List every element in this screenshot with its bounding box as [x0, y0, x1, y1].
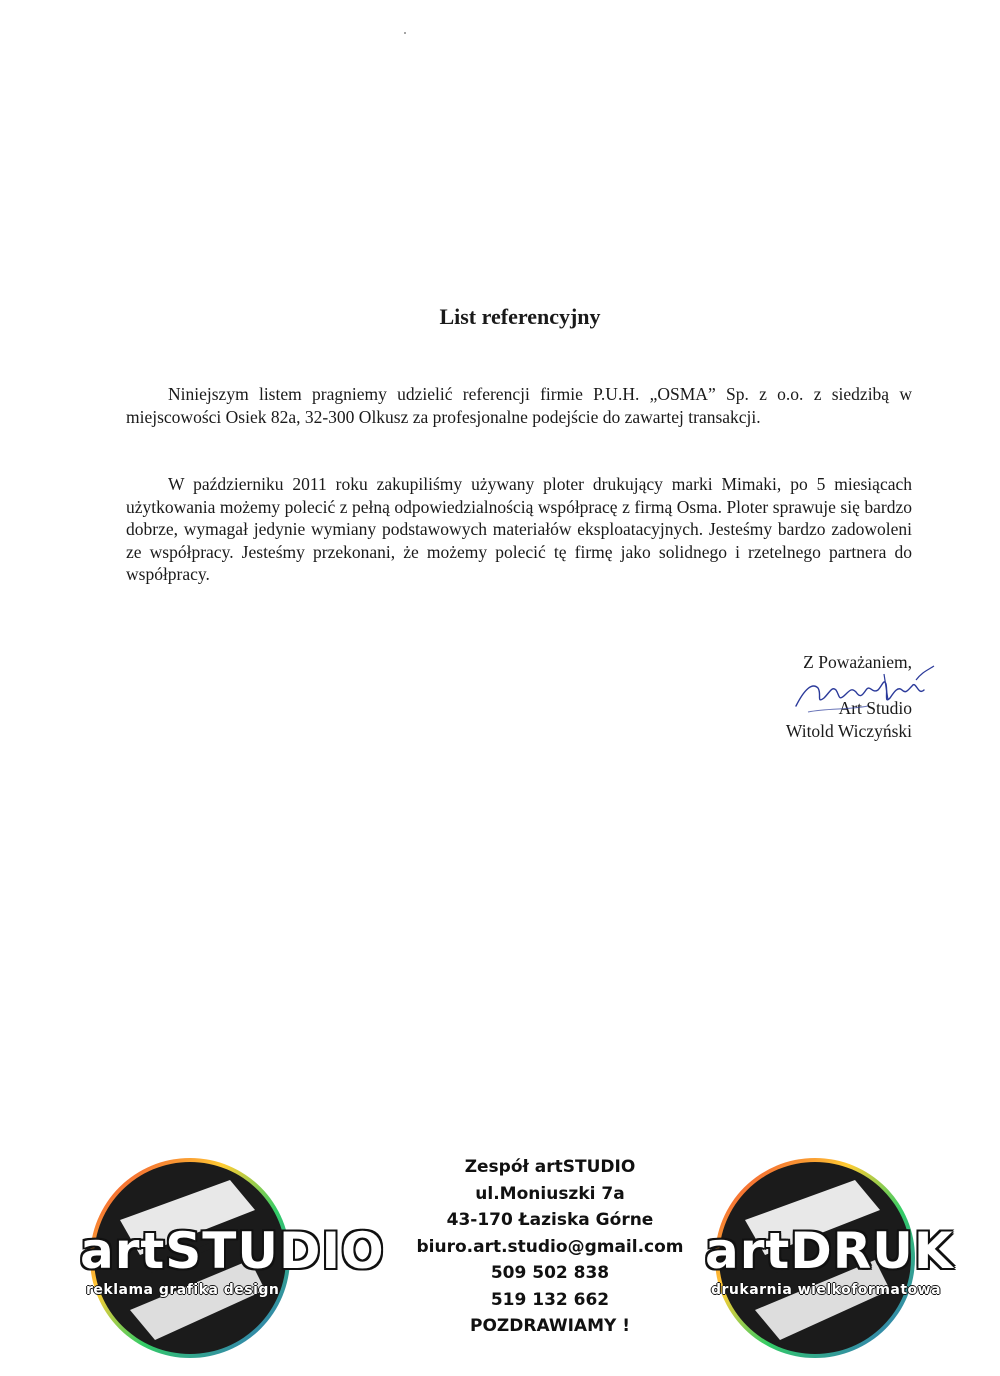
contact-phone-2: 519 132 662	[490, 1289, 610, 1310]
artstudio-brand: artSTUDIO	[80, 1222, 385, 1280]
letter-title: List referencyjny	[439, 304, 601, 329]
closing-greeting: Z Poważaniem,	[803, 652, 912, 672]
contact-city: 43-170 Łaziska Górne	[446, 1210, 654, 1230]
footer-contact	[400, 1154, 700, 1340]
scan-speck	[404, 32, 406, 34]
contact-street: ul.Moniuszki 7a	[475, 1183, 625, 1204]
artstudio-logo	[80, 1140, 385, 1370]
paragraph-body: W październiku 2011 roku zakupiliśmy używany ploter drukujący marki Mimaki, po 5 miesiącach użytkowania możemy polecić z pełną odpowiedzialnością współpracę z firmą Osma. Ploter sprawuje się bardzo dobrze, wymagał jedynie wymiany podstawowych materiałów eksploatacyjnych. Jesteśmy bardzo zadowoleni ze współpracy. Jesteśmy przekonani, że możemy polecić tę firmę jako solidnego i rzetelnego partnera do współpracy.	[126, 474, 912, 584]
contact-phone-1: 509 502 838	[490, 1263, 610, 1283]
contact-team: Zespół artSTUDIO	[464, 1157, 636, 1177]
contact-email: biuro.art.studio@gmail.com	[416, 1236, 684, 1257]
artdruk-logo	[705, 1140, 954, 1370]
artdruk-brand: artDRUK	[705, 1222, 954, 1280]
closing-name: Witold Wiczyński	[785, 721, 912, 741]
signature-space	[786, 674, 912, 697]
contact-greeting: POZDRAWIAMY !	[470, 1316, 630, 1336]
artstudio-tagline: reklama grafika design	[86, 1282, 280, 1298]
paragraph-intro: Niniejszym listem pragniemy udzielić referencji firmie P.U.H. „OSMA” Sp. z o.o. z siedzibą w miejscowości Osiek 82a, 32-300 Olkusz za profesjonalne podejście do zawartej transakcji.	[126, 384, 912, 427]
closing-company: Art Studio	[838, 698, 912, 718]
artdruk-tagline: drukarnia wielkoformatowa	[711, 1282, 942, 1298]
closing-block	[786, 651, 912, 743]
